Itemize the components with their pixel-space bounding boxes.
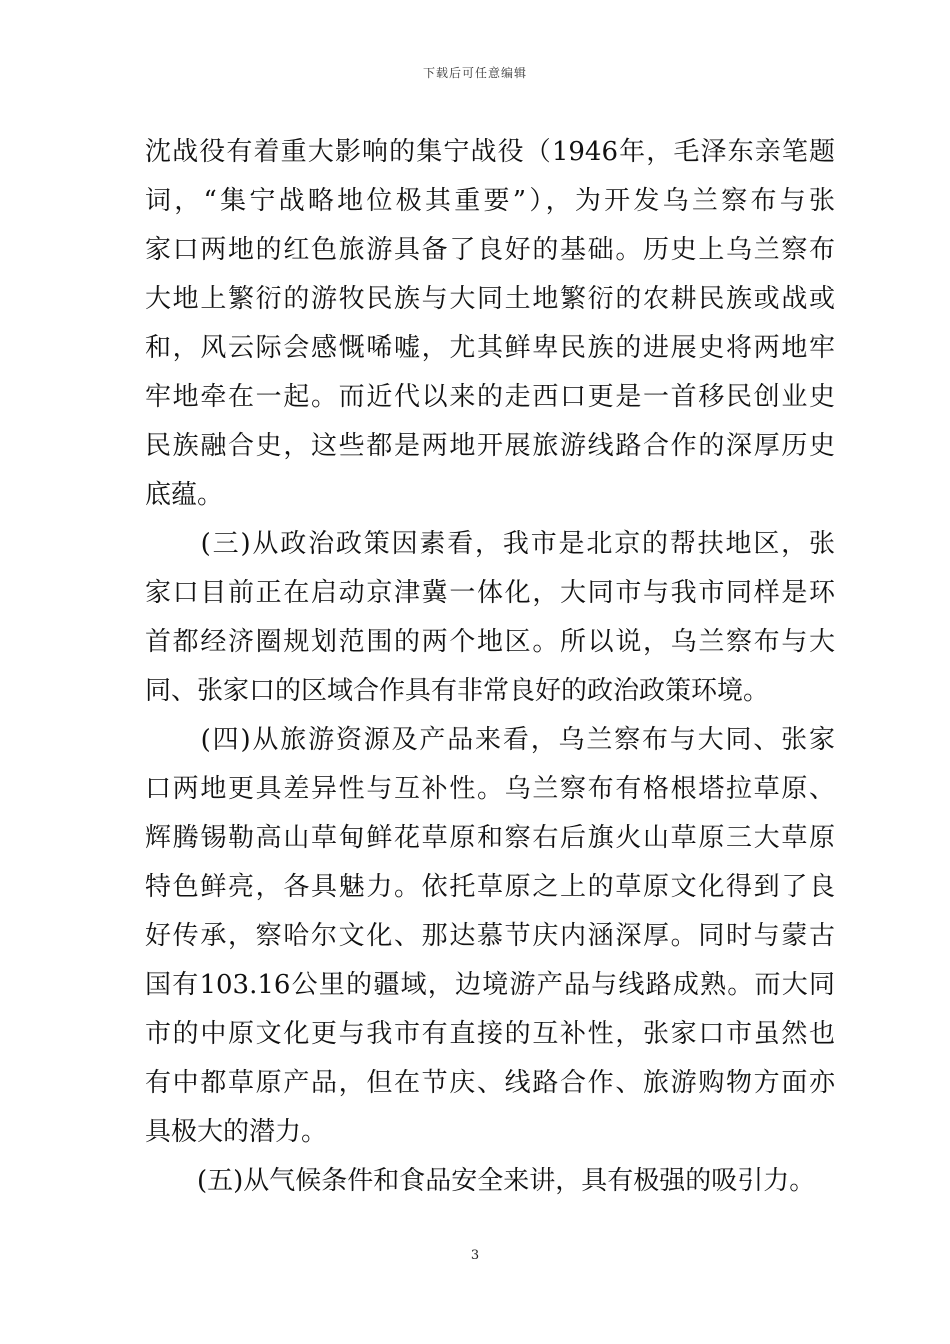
body-line: 有中都草原产品，但在节庆、线路合作、旅游购物方面亦 [145,1068,835,1098]
body-line: 首都经济圈规划范围的两个地区。所以说，乌兰察布与大 [145,627,835,657]
body-line: 家口两地的红色旅游具备了良好的基础。历史上乌兰察布 [145,235,835,265]
document-body [145,128,835,1206]
body-line: 牢地牵在一起。而近代以来的走西口更是一首移民创业史 [145,382,835,412]
body-line: 具极大的潜力。 [145,1117,328,1147]
body-line: 好传承，察哈尔文化、那达慕节庆内涵深厚。同时与蒙古 [145,921,835,951]
body-line: 特色鲜亮，各具魅力。依托草原之上的草原文化得到了良 [145,872,835,902]
body-line: 同、张家口的区域合作具有非常良好的政治政策环境。 [145,676,770,706]
body-line: 辉腾锡勒高山草甸鲜花草原和察右后旗火山草原三大草原 [145,823,835,853]
page-header: 下载后可任意编辑 [422,66,527,80]
body-line: 家口目前正在启动京津冀一体化，大同市与我市同样是环 [145,578,835,608]
page-number: 3 [470,1248,480,1263]
body-line: (四)从旅游资源及产品来看，乌兰察布与大同、张家 [145,725,835,755]
body-line: 民族融合史，这些都是两地开展旅游线路合作的深厚历史 [145,431,835,461]
body-line: 沈战役有着重大影响的集宁战役（1946年，毛泽东亲笔题 [145,137,835,167]
body-line: 词，“集宁战略地位极其重要”），为开发乌兰察布与张 [145,186,835,216]
body-line: 和，风云际会感慨唏嘘，尤其鲜卑民族的进展史将两地牢 [145,333,835,363]
body-line: 口两地更具差异性与互补性。乌兰察布有格根塔拉草原、 [145,774,835,804]
body-line: 国有103.16公里的疆域，边境游产品与线路成熟。而大同 [145,970,835,1000]
body-line: 大地上繁衍的游牧民族与大同土地繁衍的农耕民族或战或 [145,284,835,314]
body-line: (三)从政治政策因素看，我市是北京的帮扶地区，张 [145,529,835,559]
body-line: 市的中原文化更与我市有直接的互补性，张家口市虽然也 [145,1019,835,1049]
body-line: 底蕴。 [145,480,224,510]
body-line: (五)从气候条件和食品安全来讲，具有极强的吸引力。 [145,1166,816,1196]
